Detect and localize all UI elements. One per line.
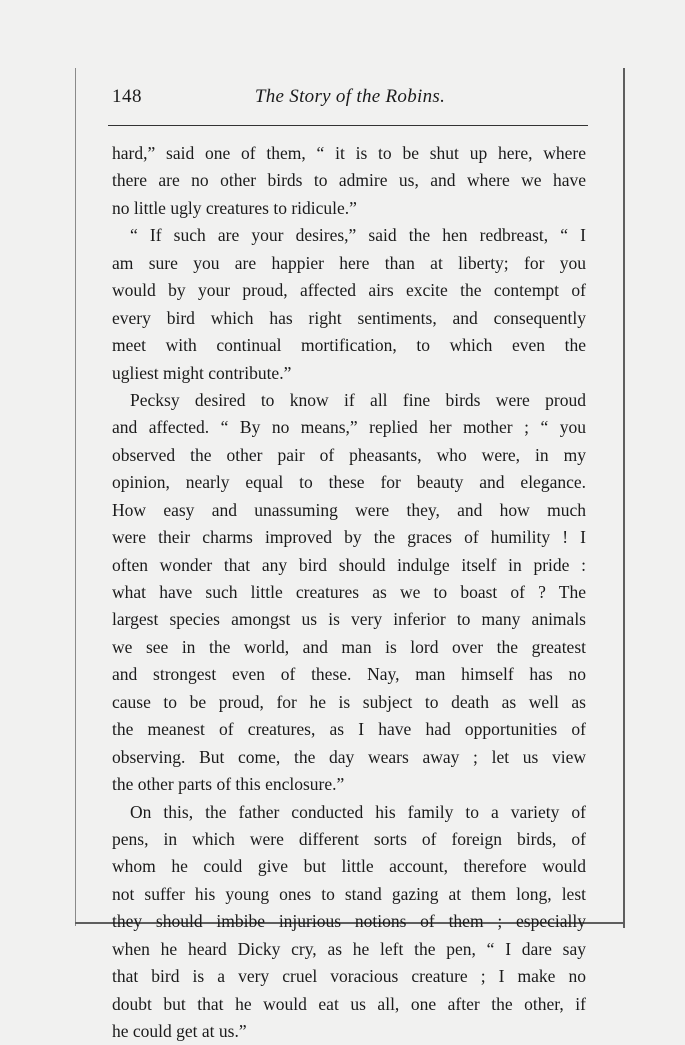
text-line: when he heard Dicky cry, as he left the pen, “ I dare say [112, 938, 586, 959]
text-line: there are no other birds to admire us, and where we have [112, 170, 586, 191]
text-line: the other parts of this enclosure.” [112, 774, 345, 795]
text-line: we see in the world, and man is lord over the greatest [112, 636, 586, 657]
body-text [112, 140, 586, 1045]
text-line: were their charms improved by the graces of humility ! I [112, 527, 586, 548]
text-line: ugliest might contribute.” [112, 362, 292, 383]
text-line: observed the other pair of pheasants, who were, in my [112, 444, 586, 465]
text-line: no little ugly creatures to ridicule.” [112, 197, 357, 218]
text-line: observing. But come, the day wears away ; let us view [112, 746, 586, 767]
text-line: he could get at us.” [112, 1021, 247, 1041]
text-line: the meanest of creatures, as I have had opportunities of [112, 719, 586, 740]
text-line: largest species amongst us is very inferior to many animals [112, 609, 586, 630]
page-number: 148 [112, 86, 142, 107]
text-line: meet with continual mortification, to which even the [112, 335, 586, 356]
text-line: Pecksy desired to know if all fine birds were proud [130, 389, 586, 410]
text-line: every bird which has right sentiments, and consequently [112, 307, 586, 328]
text-line: often wonder that any bird should indulge itself in pride : [112, 554, 586, 575]
page-frame-right-rule [623, 68, 625, 928]
text-line: pens, in which were different sorts of foreign birds, of [112, 828, 586, 849]
text-line: not suffer his young ones to stand gazing at them long, lest [112, 883, 586, 904]
text-line: am sure you are happier here than at liberty; for you [112, 252, 586, 273]
text-line: that bird is a very cruel voracious creature ; I make no [112, 966, 586, 987]
page-frame-left-rule [75, 68, 76, 926]
text-line: and affected. “ By no means,” replied her mother ; “ you [112, 417, 586, 438]
text-line: whom he could give but little account, therefore would [112, 856, 586, 877]
text-line: On this, the father conducted his family to a variety of [130, 801, 586, 822]
text-line: How easy and unassuming were they, and how much [112, 499, 586, 520]
text-line: would by your proud, affected airs excite the contempt of [112, 280, 586, 301]
text-line: hard,” said one of them, “ it is to be shut up here, where [112, 143, 586, 163]
running-head [112, 86, 588, 116]
running-title: The Story of the Robins. [254, 86, 446, 107]
text-line: doubt but that he would eat us all, one after the other, if [112, 993, 586, 1014]
text-line: and strongest even of these. Nay, man himself has no [112, 664, 586, 685]
header-rule [108, 125, 588, 126]
text-line: they should imbibe injurious notions of them ; especially [112, 911, 586, 932]
text-line: cause to be proud, for he is subject to death as well as [112, 691, 586, 712]
text-line: opinion, nearly equal to these for beauty and elegance. [112, 472, 586, 493]
text-line: what have such little creatures as we to boast of ? The [112, 582, 586, 602]
text-line: “ If such are your desires,” said the hen redbreast, “ I [130, 225, 586, 246]
